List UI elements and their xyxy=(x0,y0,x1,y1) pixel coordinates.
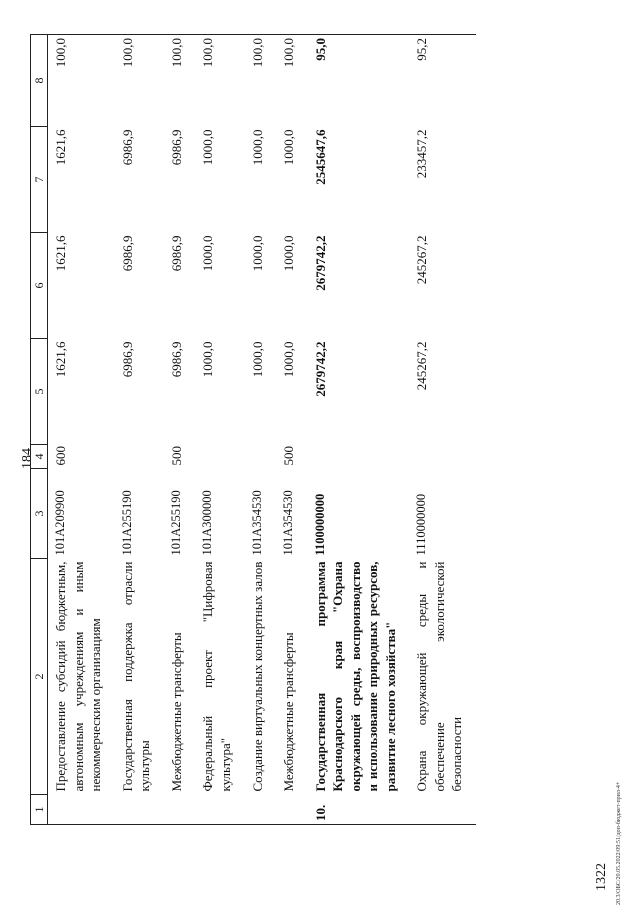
side-note: 20.3/ОБС/20.05.2022/09:51/доп-бюджет-прил-4+ xyxy=(616,781,622,905)
row-value-col8: 95,0 xyxy=(308,35,410,127)
row-name: Государственная программа Краснодарского края "Охрана окружающей среды, воспроизводство и использование природных ресурсов, развитие лесного хозяйства" xyxy=(312,561,398,792)
row-value-col8: 100,0 xyxy=(164,35,196,127)
row-number: 10. xyxy=(308,795,410,825)
row-expense-type xyxy=(409,445,476,469)
row-value-col8: 95,2 xyxy=(409,35,476,127)
footer-number: 1322 xyxy=(594,863,609,891)
row-number xyxy=(48,795,115,825)
row-value-col5: 245267,2 xyxy=(414,341,430,391)
row-expense-type: 500 xyxy=(281,446,297,466)
budget-table xyxy=(30,34,476,825)
row-code: 1100000000 xyxy=(312,493,327,556)
row-name: Межбюджетные трансферты xyxy=(168,632,184,792)
row-number xyxy=(115,795,164,825)
row-expense-type: 600 xyxy=(53,446,69,466)
row-value-col7: 1000,0 xyxy=(200,129,216,166)
header-col-6: 6 xyxy=(31,233,48,339)
row-value-col6: 1000,0 xyxy=(281,235,297,272)
header-col-8: 8 xyxy=(31,35,48,127)
row-value-col7: 2545647,6 xyxy=(312,129,328,185)
row-expense-type xyxy=(245,445,277,469)
row-code: 101A354530 xyxy=(281,490,296,556)
row-expense-type xyxy=(115,445,164,469)
table-row xyxy=(48,35,115,825)
row-value-col8: 100,0 xyxy=(195,35,244,127)
row-value-col8: 100,0 xyxy=(276,35,308,127)
row-value-col6: 6986,9 xyxy=(119,235,135,272)
row-expense-type: 500 xyxy=(168,446,184,466)
row-value-col7: 233457,2 xyxy=(414,129,430,179)
table-row xyxy=(409,35,476,825)
row-name: Предоставление субсидий бюджетным, автономным учреждениям и иным некоммерческим организациям xyxy=(53,561,104,792)
table-row xyxy=(308,35,410,825)
row-value-col5: 1000,0 xyxy=(200,341,216,378)
header-col-2: 2 xyxy=(31,559,48,795)
row-value-col5: 1621,6 xyxy=(53,341,69,378)
row-value-col5: 6986,9 xyxy=(119,341,135,378)
table-row xyxy=(164,35,196,825)
table-header-row xyxy=(31,35,48,825)
row-name: Федеральный проект "Цифровая культура" xyxy=(200,561,234,792)
row-value-col6: 2679742,2 xyxy=(312,235,328,291)
row-expense-type xyxy=(195,445,244,469)
row-code: 101A255190 xyxy=(119,490,134,556)
row-name: Межбюджетные трансферты xyxy=(281,632,297,792)
row-name: Создание виртуальных концертных залов xyxy=(249,561,265,792)
row-value-col8: 100,0 xyxy=(48,35,115,127)
row-code: 1110000000 xyxy=(414,493,429,556)
row-number xyxy=(195,795,244,825)
row-expense-type xyxy=(308,445,410,469)
row-value-col7: 1000,0 xyxy=(281,129,297,166)
row-value-col7: 6986,9 xyxy=(119,129,135,166)
row-name: Государственная поддержка отрасли культуры xyxy=(119,561,153,792)
table-row xyxy=(245,35,277,825)
row-number xyxy=(245,795,277,825)
row-value-col5: 6986,9 xyxy=(168,341,184,378)
row-value-col6: 6986,9 xyxy=(168,235,184,272)
header-col-4: 4 xyxy=(31,445,48,469)
row-code: 101A300000 xyxy=(200,490,215,556)
header-col-7: 7 xyxy=(31,127,48,233)
table-row xyxy=(115,35,164,825)
row-value-col8: 100,0 xyxy=(245,35,277,127)
header-col-3: 3 xyxy=(31,469,48,559)
row-number xyxy=(409,795,476,825)
row-value-col6: 1621,6 xyxy=(53,235,69,272)
row-value-col5: 2679742,2 xyxy=(312,341,328,397)
page-number: 184 xyxy=(20,448,35,469)
row-value-col5: 1000,0 xyxy=(249,341,265,378)
header-col-1: 1 xyxy=(31,795,48,825)
row-value-col6: 1000,0 xyxy=(249,235,265,272)
row-value-col7: 6986,9 xyxy=(168,129,184,166)
row-number xyxy=(164,795,196,825)
header-col-5: 5 xyxy=(31,339,48,445)
row-value-col7: 1000,0 xyxy=(249,129,265,166)
table-row xyxy=(276,35,308,825)
row-value-col7: 1621,6 xyxy=(53,129,69,166)
row-value-col6: 1000,0 xyxy=(200,235,216,272)
row-code: 101A209900 xyxy=(53,490,68,556)
row-code: 101A255190 xyxy=(168,490,183,556)
table-row xyxy=(195,35,244,825)
row-value-col5: 1000,0 xyxy=(281,341,297,378)
row-value-col8: 100,0 xyxy=(115,35,164,127)
row-code: 101A354530 xyxy=(249,490,264,556)
row-name: Охрана окружающей среды и обеспечение экологической безопасности xyxy=(414,561,465,792)
row-value-col6: 245267,2 xyxy=(414,235,430,285)
row-number xyxy=(276,795,308,825)
